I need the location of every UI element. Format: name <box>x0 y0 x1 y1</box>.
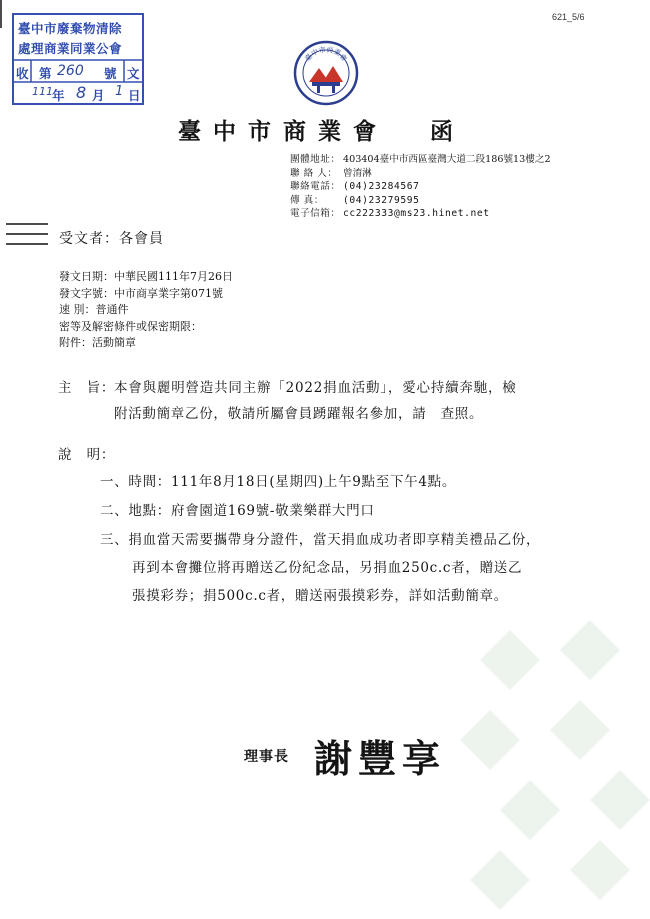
description-item-3-line3: 張摸彩券；捐500c.c者，贈送兩張摸彩券，詳如活動簡章。 <box>132 588 508 604</box>
attachment-label: 附件： <box>59 336 92 349</box>
page-code: 621_5/6 <box>552 12 585 22</box>
email-label: 電子信箱： <box>290 208 341 219</box>
description-item-3-line2: 再到本會攤位將再贈送乙份紀念品，另捐血250c.c者，贈送乙 <box>132 560 523 576</box>
recipient-label: 受文者： <box>59 231 119 247</box>
fax-value: (04)23279595 <box>343 194 420 206</box>
stamp-month: 8 <box>76 83 87 102</box>
description-item-2: 二、地點：府會園道169號-敬業樂群大門口 <box>100 503 375 519</box>
attachment-value: 活動簡章 <box>92 336 136 349</box>
address-value: 403404臺中市西區臺灣大道二段186號13樓之2 <box>343 154 551 165</box>
speed-value: 普通件 <box>95 303 129 316</box>
stamp-seq-suffix: 號 <box>104 66 118 81</box>
docno-label: 發文字號： <box>59 286 114 300</box>
description-label: 說 明： <box>58 447 116 463</box>
stamp-org-line1: 臺中市廢棄物清除 <box>18 21 123 36</box>
docno-value: 中市商享業字第071號 <box>114 286 223 300</box>
speed-label: 速 別： <box>59 303 96 316</box>
stamp-month-char: 月 <box>92 88 106 103</box>
document-title: 臺中市商業會 <box>178 118 388 145</box>
contact-info <box>290 153 551 221</box>
association-logo-icon <box>293 40 359 106</box>
document-type: 函 <box>430 118 453 145</box>
subject-text-2: 附活動簡章乙份，敬請所屬會員踴躍報名參加，請 查照。 <box>114 406 484 422</box>
description-item-3-line1: 三、捐血當天需要攜帶身分證件，當天捐血成功者即享精美禮品乙份， <box>100 532 541 548</box>
contact-person-label: 聯 絡 人： <box>290 167 338 179</box>
recipient-value: 各會員 <box>119 231 164 247</box>
receipt-stamp <box>12 13 144 105</box>
stamp-doc-char: 文 <box>127 66 141 81</box>
email-value: cc222333@ms23.hinet.net <box>343 208 490 219</box>
stamp-year: 111 <box>32 85 53 98</box>
address-label: 團體地址： <box>290 154 341 165</box>
stamp-year-char: 年 <box>52 88 66 103</box>
watermark-pattern <box>440 620 650 919</box>
stamp-seq-prefix: 第 <box>39 66 53 81</box>
stamp-org-line2: 處理商業同業公會 <box>18 41 123 56</box>
stamp-day-char: 日 <box>128 88 142 103</box>
stamp-receive-char: 收 <box>16 66 30 81</box>
document-meta <box>59 269 233 352</box>
stamp-seq-number: 260 <box>57 63 84 79</box>
contact-person-value: 曾淯淋 <box>343 167 372 179</box>
description-item-1: 一、時間：111年8月18日(星期四)上午9點至下午4點。 <box>100 474 457 490</box>
date-value: 中華民國111年7月26日 <box>114 270 233 283</box>
secrecy-label: 密等及解密條件或保密期限： <box>59 319 202 333</box>
date-label: 發文日期： <box>59 270 114 283</box>
binding-lines <box>0 218 60 248</box>
phone-value: (04)23284567 <box>343 181 420 192</box>
logo-text: 臺中市商業會 <box>303 45 349 63</box>
signer-name: 謝豐享 <box>314 736 447 781</box>
subject-line1 <box>58 376 517 396</box>
subject-label: 主 旨： <box>58 380 116 396</box>
phone-label: 聯絡電話： <box>290 181 341 192</box>
fax-label: 傳 真： <box>290 194 324 206</box>
corner-mark <box>0 0 4 30</box>
stamp-day: 1 <box>115 84 124 99</box>
recipient <box>59 228 164 248</box>
signer-title: 理事長 <box>244 749 289 765</box>
subject-text-1: 本會與麗明營造共同主辦「2022捐血活動」，愛心持續奔馳，檢 <box>114 380 517 396</box>
